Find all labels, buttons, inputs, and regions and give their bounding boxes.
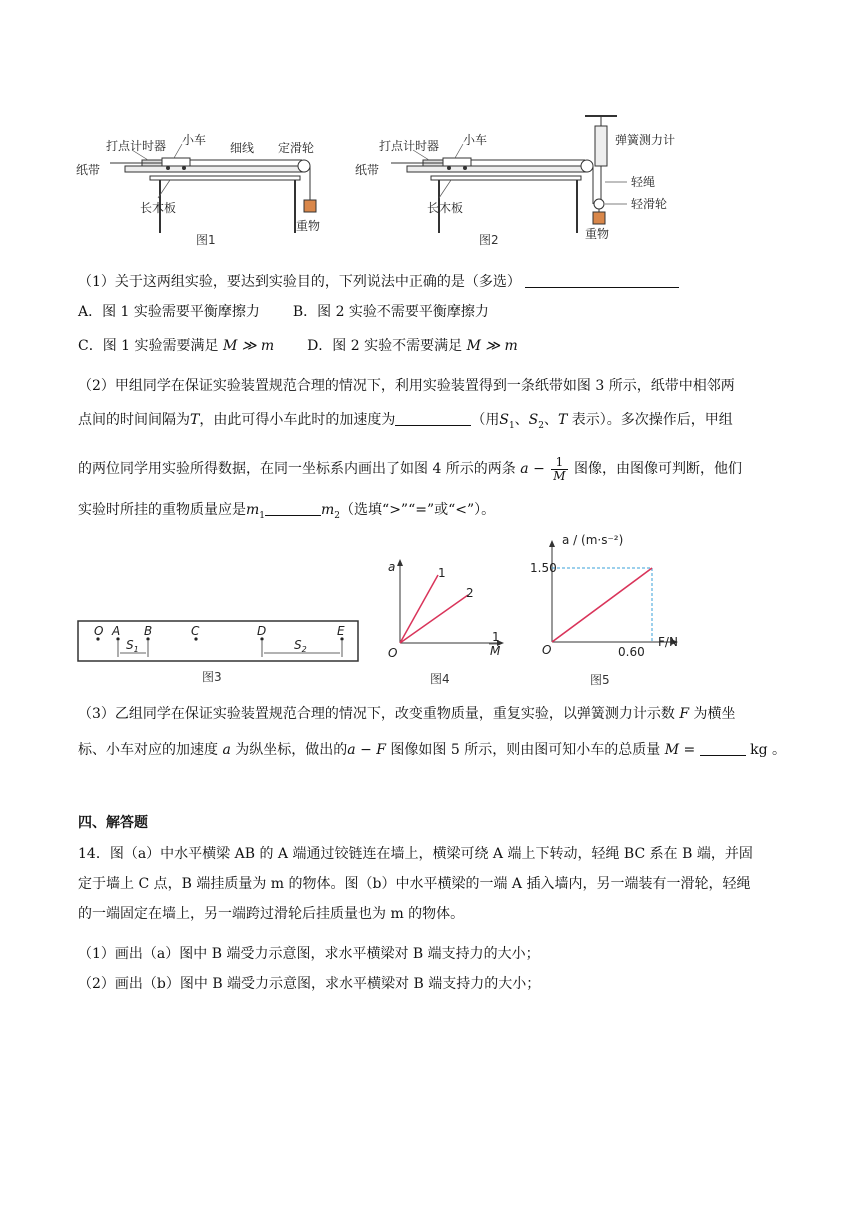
point-d: D bbox=[257, 624, 267, 638]
point-c: C bbox=[191, 624, 200, 638]
fig4-origin: O bbox=[388, 646, 398, 660]
option-b[interactable]: B．图 2 实验不需要平衡摩擦力 bbox=[292, 304, 489, 320]
label-s1: $S_1$ bbox=[126, 638, 139, 654]
q13-part2-line1: （2）甲组同学在保证实验装置规范合理的情况下，利用实验装置得到一条纸带如图 3 所示，纸带中相邻两 bbox=[78, 378, 735, 394]
q14-line2: 定于墙上 C 点，B 端挂质量为 m 的物体。图（b）中水平横梁的一端 A 插入墙内，另一端装有一滑轮，轻绳 bbox=[78, 876, 751, 892]
fig4-x-label-den: M bbox=[490, 644, 501, 658]
q13-part3-line2: 标、小车对应的加速度 a 为纵坐标，做出的a − F 图像如图 5 所示，则由图可知小车的总质量 M = kg 。 bbox=[78, 742, 787, 758]
answer-blank-4[interactable] bbox=[700, 741, 746, 756]
label-thread: 细线 bbox=[230, 141, 255, 155]
option-c[interactable]: C．图 1 实验需要满足 M ≫ m bbox=[78, 338, 275, 354]
label-timer-2: 打点计时器 bbox=[379, 139, 440, 153]
fig5-y-tick: 1.50 bbox=[530, 561, 557, 575]
fig4-line2-label: 2 bbox=[466, 586, 474, 600]
figure-3 bbox=[76, 615, 366, 687]
point-e: E bbox=[337, 624, 345, 638]
q13-part2-line4: 实验时所挂的重物质量应是$m_1$ $m_2$（选填“>”“=”或“<”）。 bbox=[78, 502, 496, 521]
point-o: O bbox=[94, 624, 104, 638]
label-rope: 轻绳 bbox=[631, 175, 656, 189]
figure-1-caption: 图1 bbox=[196, 233, 216, 247]
q13-part3-line1: （3）乙组同学在保证实验装置规范合理的情况下，改变重物质量，重复实验，以弹簧测力计示数 F 为横坐 bbox=[78, 706, 736, 722]
fig5-x-tick: 0.60 bbox=[618, 645, 645, 659]
figure-2 bbox=[355, 108, 695, 250]
label-board-2: 长木板 bbox=[427, 201, 464, 215]
section-heading: 四、解答题 bbox=[78, 815, 148, 831]
q14-line3: 的一端固定在墙上，另一端跨过滑轮后挂质量也为 m 的物体。 bbox=[78, 906, 465, 922]
label-car-2: 小车 bbox=[463, 133, 488, 147]
figure-1 bbox=[70, 108, 340, 250]
point-b: B bbox=[144, 624, 153, 638]
label-s2: $S_2$ bbox=[294, 638, 307, 654]
figure-5-caption: 图5 bbox=[590, 673, 610, 687]
figure-4-caption: 图4 bbox=[430, 672, 450, 686]
label-tape-2: 纸带 bbox=[355, 163, 380, 177]
label-weight: 重物 bbox=[296, 219, 321, 233]
q13-part2-line3: 的两位同学用实验所得数据，在同一坐标系内画出了如图 4 所示的两条 a − $\frac{1}{M}$ 图像，由图像可判断，他们 bbox=[78, 454, 743, 483]
fig5-y-label: a / (m·s⁻²) bbox=[562, 533, 624, 547]
option-a[interactable]: A．图 1 实验需要平衡摩擦力 bbox=[78, 304, 260, 320]
fig4-y-label: a bbox=[388, 560, 396, 574]
q13-part1: （1）关于这两组实验，要达到实验目的，下列说法中正确的是（多选） bbox=[78, 272, 679, 292]
q13-options-ab bbox=[78, 302, 489, 322]
label-timer: 打点计时器 bbox=[106, 139, 167, 153]
figure-3-caption: 图3 bbox=[202, 670, 222, 684]
answer-blank-1[interactable] bbox=[525, 273, 679, 288]
fig5-x-label: F/N bbox=[658, 635, 678, 649]
point-a: A bbox=[112, 624, 121, 638]
q13-options-cd bbox=[78, 336, 518, 356]
q14-part2: （2）画出（b）图中 B 端受力示意图，求水平横梁对 B 端支持力的大小； bbox=[78, 976, 541, 992]
q14-line1: 14．图（a）中水平横梁 AB 的 A 端通过铰链连在墙上，横梁可绕 A 端上下转动，轻绳 BC 系在 B 端，并固 bbox=[78, 846, 753, 862]
option-d[interactable]: D．图 2 实验不需要满足 M ≫ m bbox=[307, 338, 518, 354]
label-light-pulley: 轻滑轮 bbox=[631, 197, 668, 211]
label-car: 小车 bbox=[182, 133, 207, 147]
label-weight-2: 重物 bbox=[585, 227, 610, 241]
label-pulley: 定滑轮 bbox=[278, 141, 315, 155]
fig4-line1-label: 1 bbox=[438, 566, 446, 580]
fig5-plot bbox=[552, 568, 652, 642]
label-spring-scale: 弹簧测力计 bbox=[615, 133, 676, 147]
label-board: 长木板 bbox=[140, 201, 177, 215]
fig5-series-line bbox=[552, 568, 652, 642]
figure-2-caption: 图2 bbox=[479, 233, 499, 247]
fig4-x-label-num: 1 bbox=[492, 630, 500, 644]
figure-5 bbox=[528, 530, 698, 688]
q14-part1: （1）画出（a）图中 B 端受力示意图，求水平横梁对 B 端支持力的大小； bbox=[78, 946, 540, 962]
answer-blank-3[interactable] bbox=[265, 501, 321, 516]
label-tape: 纸带 bbox=[76, 163, 101, 177]
fig5-origin: O bbox=[542, 643, 552, 657]
answer-blank-2[interactable] bbox=[395, 411, 471, 426]
figure-4 bbox=[380, 555, 510, 687]
q13-part2-line2: 点间的时间间隔为T，由此可得小车此时的加速度为 （用$S_1$、$S_2$、T 表示）。多次操作后，甲组 bbox=[78, 412, 733, 431]
